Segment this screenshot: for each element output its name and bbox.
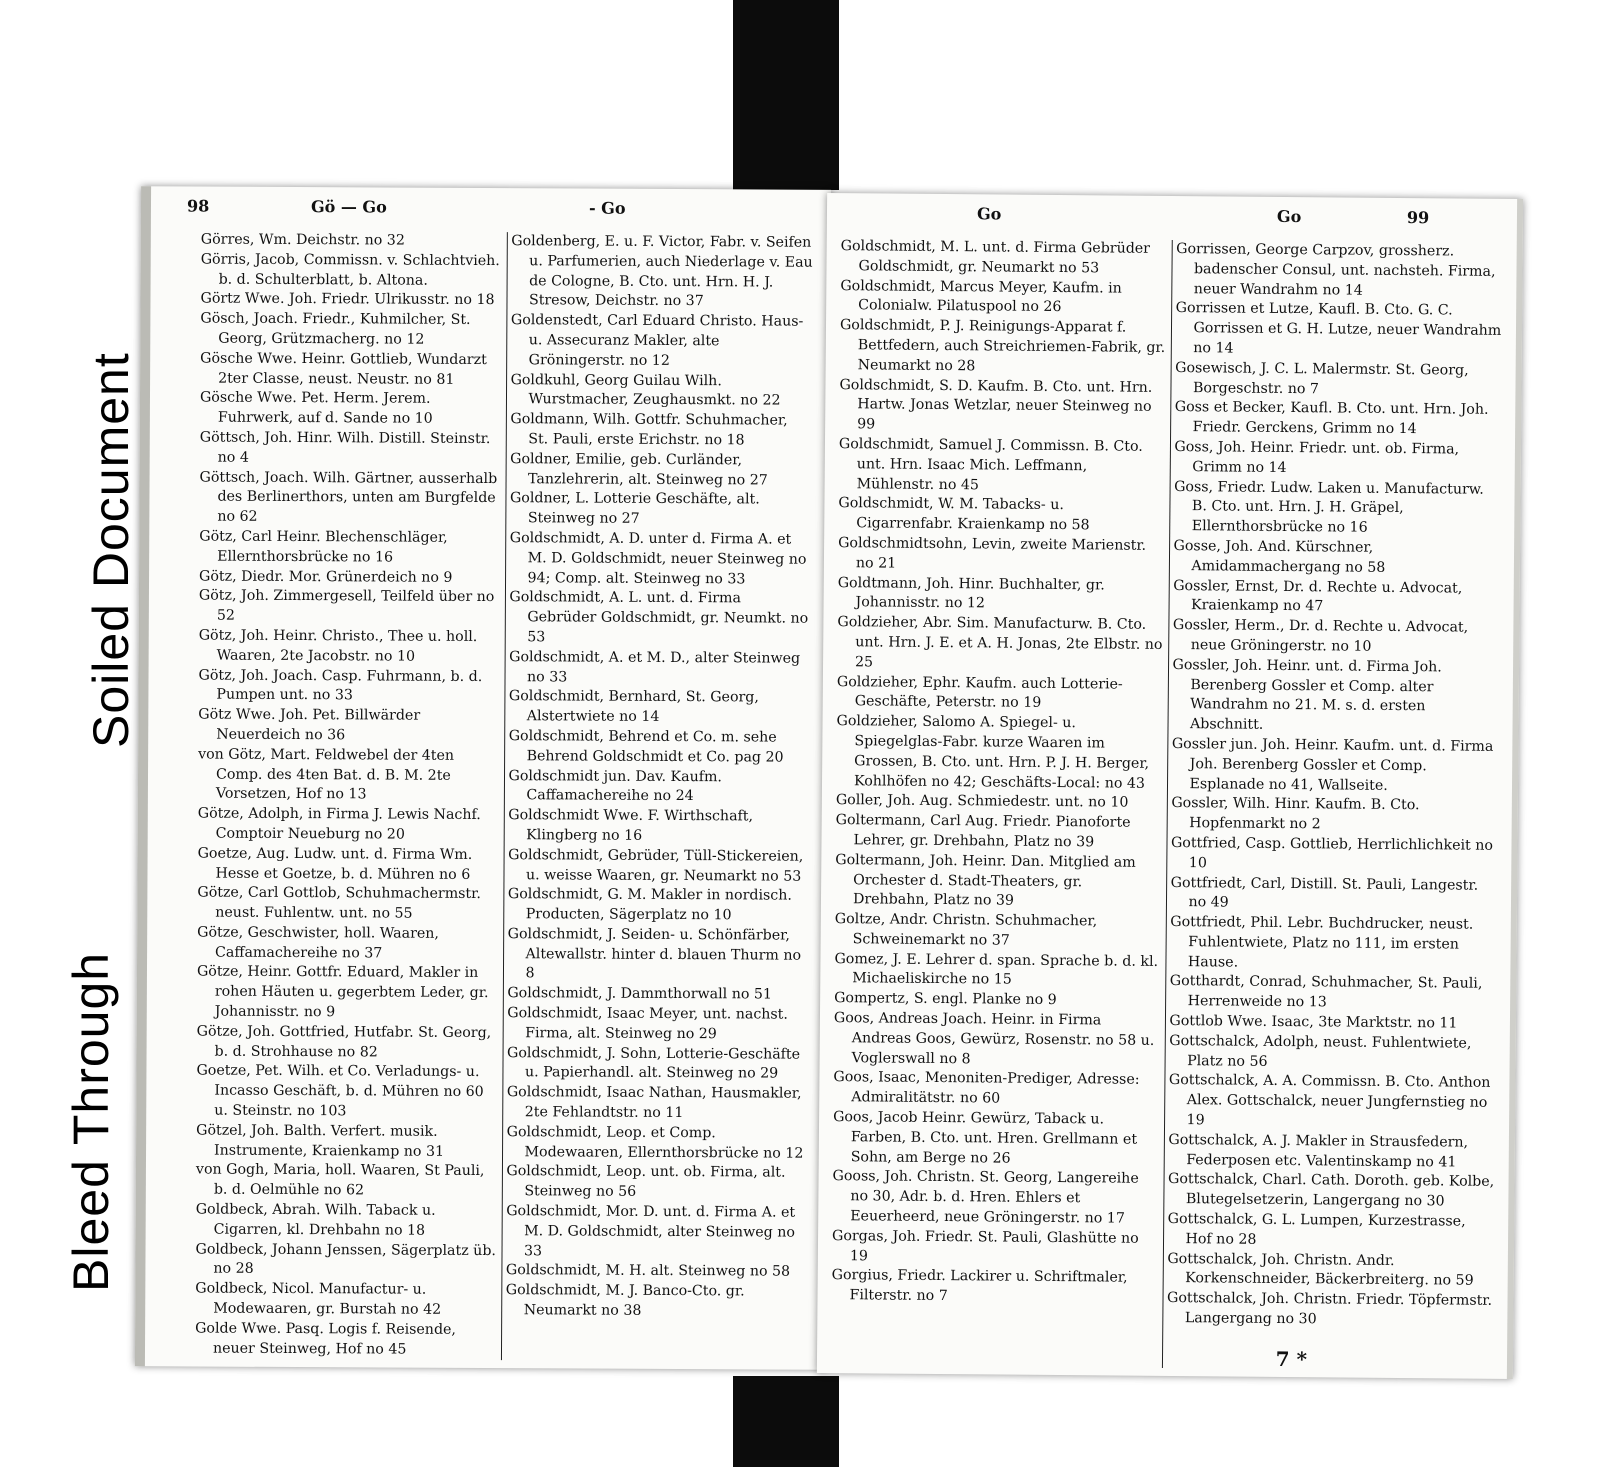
directory-entry: Gosse, Joh. And. Kürschner, Amidammachergang no 58: [1173, 537, 1386, 576]
directory-entry: Goldschmidt, M. H. alt. Steinweg no 58: [505, 1262, 791, 1281]
directory-entry: Goller, Joh. Aug. Schmiedestr. unt. no 10: [835, 792, 1129, 811]
directory-entry: Goldschmidt, Marcus Meyer, Kaufm. in Colonialw. Pilatuspool no 26: [840, 277, 1122, 316]
directory-entry: Goldschmidt, M. L. unt. d. Firma Gebrüder Goldschmidt, gr. Neumarkt no 53: [840, 238, 1151, 277]
directory-entry: Götz, Diedr. Mor. Grünerdeich no 9: [199, 568, 453, 586]
directory-entry: Gottschalck, Joh. Christn. Friedr. Töpfermstr. Langergang no 30: [1166, 1290, 1493, 1328]
right-page-number: 99: [1406, 208, 1430, 228]
right-page-columns: [827, 237, 1507, 1371]
left-page-column-2: [500, 232, 816, 1362]
directory-entry: Gottschalck, A. A. Commissn. B. Cto. Anthon Alex. Gottschalck, neuer Jungfernstieg no 19: [1168, 1072, 1491, 1129]
directory-entry: Gösche Wwe. Heinr. Gottlieb, Wundarzt 2ter Classe, neust. Neustr. no 81: [200, 350, 487, 388]
directory-entry: Goldschmidt, Bernhard, St. Georg, Alstertwiete no 14: [508, 688, 759, 726]
directory-entry: Goldenberg, E. u. F. Victor, Fabr. v. Seifen u. Parfumerien, auch Niederlage v. Eau de Cologne, B. Cto. unt. Hrn. H. J. Stresow, Deichstr. no 37: [511, 233, 813, 310]
directory-entry: Goldschmidt, Leop. unt. ob. Firma, alt. Steinweg no 56: [506, 1163, 786, 1201]
directory-entry: Gottfriedt, Carl, Distill. St. Pauli, Langestr. no 49: [1170, 874, 1479, 911]
directory-entry: Goldschmidt, S. D. Kaufm. B. Cto. unt. Hrn. Hartw. Jonas Wetzlar, neuer Steinweg no 99: [839, 376, 1153, 433]
directory-entry: Goldbeck, Johann Jenssen, Sägerplatz üb. no 28: [195, 1241, 496, 1278]
directory-entry: Gompertz, S. engl. Planke no 9: [834, 990, 1057, 1009]
right-page: [817, 193, 1523, 1379]
directory-entry: Götz, Carl Heinr. Blechenschläger, Ellernthorsbrücke no 16: [199, 528, 448, 566]
directory-entry: Gottschalck, Charl. Cath. Doroth. geb. Kolbe, Blutegelsetzerin, Langergang no 30: [1167, 1171, 1495, 1210]
directory-entry: Göttsch, Joach. Wilh. Gärtner, ausserhalb des Berlinerthors, unten am Burgfelde no 62: [199, 469, 498, 525]
left-page-header: [151, 186, 831, 224]
directory-entry: Götze, Geschwister, holl. Waaren, Caffamachereihe no 37: [197, 924, 439, 962]
right-column-head: Go: [976, 204, 1002, 224]
directory-entry: Goldschmidt, Behrend et Co. m. sehe Behrend Goldschmidt et Co. pag 20: [508, 728, 784, 766]
directory-entry: Goltze, Andr. Christn. Schuhmacher, Schweinemarkt no 37: [834, 911, 1098, 949]
directory-entry: Goldschmidt, J. Seiden- u. Schönfärber, Altewallstr. hinter d. blauen Thurm no 8: [507, 926, 802, 982]
directory-entry: Goldner, L. Lotterie Geschäfte, alt. Steinweg no 27: [509, 490, 760, 527]
directory-entry: Goldner, Emilie, geb. Curländer, Tanzlehrerin, alt. Steinweg no 27: [510, 450, 768, 489]
directory-entry: Gottschalck, G. L. Lumpen, Kurzestrasse, Hof no 28: [1167, 1211, 1466, 1248]
directory-entry: Gotthardt, Conrad, Schuhmacher, St. Pauli, Herrenweide no 13: [1169, 973, 1483, 1011]
left-column-head: - Go: [588, 198, 626, 218]
directory-entry: Gossler, Wilh. Hinr. Kaufm. B. Cto. Hopfenmarkt no 2: [1171, 795, 1420, 833]
directory-entry: Goos, Isaac, Menoniten-Prediger, Adresse: Admiralitätstr. no 60: [833, 1069, 1140, 1107]
left-page-number: 98: [186, 196, 210, 216]
directory-entry: Gossler, Herm., Dr. d. Rechte u. Advocat, neue Gröningerstr. no 10: [1172, 617, 1469, 655]
left-running-head: Gö — Go: [310, 197, 387, 217]
directory-entry: Goos, Jacob Heinr. Gewürz, Taback u. Farben, B. Cto. unt. Hren. Grellmann et Sohn, am Berge no 26: [833, 1109, 1138, 1167]
directory-entry: Götze, Carl Gottlob, Schuhmachermstr. neust. Fuhlentw. unt. no 55: [197, 884, 481, 922]
directory-entry: Gossler, Ernst, Dr. d. Rechte u. Advocat, Kraienkamp no 47: [1173, 577, 1463, 615]
directory-entry: Gottfried, Casp. Gottlieb, Herrlichlichkeit no 10: [1170, 834, 1494, 872]
directory-entry: von Gogh, Maria, holl. Waaren, St Pauli, b. d. Oelmühle no 62: [195, 1161, 485, 1199]
directory-entry: Götze, Adolph, in Firma J. Lewis Nachf. Comptoir Neueburg no 20: [197, 805, 481, 843]
directory-entry: Gösch, Joach. Friedr., Kuhmilcher, St. Georg, Grützmacherg. no 12: [200, 310, 471, 348]
directory-entry: Goldschmidt, A. D. unter d. Firma A. et M. D. Goldschmidt, neuer Steinweg no 94; Comp. alt. Steinweg no 33: [509, 530, 807, 587]
directory-entry: Goldbeck, Abrah. Wilh. Taback u. Cigarren, kl. Drehbahn no 18: [195, 1201, 436, 1239]
directory-entry: Goldschmidt, Samuel J. Commissn. B. Cto. unt. Hrn. Isaac Mich. Leffmann, Mühlenstr. no 45: [838, 436, 1143, 493]
signature-mark: 7 *: [1275, 1346, 1308, 1372]
directory-entry: Goldschmidt, M. J. Banco-Cto. gr. Neumarkt no 38: [505, 1282, 745, 1319]
left-page-column-1: [191, 230, 506, 1360]
directory-entry: Gooss, Joh. Christn. St. Georg, Langereihe no 30, Adr. b. d. Hren. Ehlers et Eeuerheerd, neue Gröningerstr. no 17: [832, 1168, 1139, 1227]
directory-entry: Goss, Joh. Heinr. Friedr. unt. ob. Firma, Grimm no 14: [1174, 438, 1460, 476]
directory-entry: Götz, Joh. Joach. Casp. Fuhrmann, b. d. Pumpen unt. no 33: [198, 667, 483, 704]
directory-entry: Goldzieher, Abr. Sim. Manufacturw. B. Cto. unt. Hrn. J. E. et A. H. Jonas, 2te Elbstr. no 25: [837, 614, 1163, 671]
directory-entry: Goldzieher, Salomo A. Spiegel- u. Spiegelglas-Fabr. kurze Waaren im Grossen, B. Cto. unt. Hrn. P. J. H. Berger, Kohlhöfen no 42; Geschäfts-Local: no 43: [836, 713, 1150, 792]
directory-entry: Goldmann, Wilh. Gottfr. Schuhmacher, St. Pauli, erste Erichstr. no 18: [510, 411, 788, 449]
directory-entry: Görtz Wwe. Joh. Friedr. Ulrikusstr. no 18: [200, 290, 495, 309]
directory-entry: Goltermann, Joh. Heinr. Dan. Mitglied am Orchester d. Stadt-Theaters, gr. Drehbahn, Platz no 39: [835, 851, 1136, 909]
directory-entry: Gosewisch, J. C. L. Malermstr. St. Georg, Borgeschstr. no 7: [1175, 359, 1469, 397]
binding-shadow-bottom: [733, 1376, 839, 1467]
directory-entry: Goldschmidt, A. L. unt. d. Firma Gebrüder Goldschmidt, gr. Neumkt. no 53: [509, 589, 809, 646]
directory-entry: Gorrissen, George Carpzov, grossherz. badenscher Consul, unt. nachsteh. Firma, neuer Wandrahm no 14: [1176, 241, 1496, 299]
binding-shadow-top: [733, 0, 839, 190]
directory-entry: Görres, Wm. Deichstr. no 32: [200, 231, 405, 249]
directory-entry: Gorgius, Friedr. Lackirer u. Schriftmaler, Filterstr. no 7: [831, 1267, 1128, 1305]
directory-entry: Gorrissen et Lutze, Kaufl. B. Cto. G. C. Gorrissen et G. H. Lutze, neuer Wandrahm no 14: [1175, 300, 1502, 357]
directory-entry: Gottfriedt, Phil. Lebr. Buchdrucker, neust. Fuhlentwiete, Platz no 111, im ersten Hause.: [1170, 914, 1474, 971]
directory-entry: Gottlob Wwe. Isaac, 3te Marktstr. no 11: [1169, 1013, 1458, 1032]
directory-entry: Goldbeck, Nicol. Manufactur- u. Modewaaren, gr. Burstah no 42: [195, 1280, 442, 1318]
directory-entry: Goldschmidt, J. Sohn, Lotterie-Geschäfte u. Papierhandl. alt. Steinweg no 29: [507, 1044, 801, 1083]
directory-entry: Götze, Joh. Gottfried, Hutfabr. St. Georg, b. d. Strohhause no 82: [196, 1023, 492, 1061]
directory-entry: Goldkuhl, Georg Guilau Wilh. Wurstmacher, Zeughausmkt. no 22: [510, 371, 781, 409]
directory-entry: Goldschmidt, J. Dammthorwall no 51: [507, 985, 773, 1003]
directory-entry: Golde Wwe. Pasq. Logis f. Reisende, neuer Steinweg, Hof no 45: [195, 1320, 457, 1358]
directory-entry: Goldschmidt, Isaac Nathan, Hausmakler, 2te Fehlandtstr. no 11: [506, 1084, 802, 1122]
directory-entry: Götzel, Joh. Balth. Verfert. musik. Instrumente, Kraienkamp no 31: [196, 1122, 445, 1160]
directory-entry: Goldschmidt, P. J. Reinigungs-Apparat f. Bettfedern, auch Streichriemen-Fabrik, gr. Neumarkt no 28: [839, 317, 1166, 375]
right-page-column-1: [827, 237, 1171, 1368]
directory-entry: Goldschmidt, A. et M. D., alter Steinweg no 33: [509, 648, 801, 685]
soiled-document-label: Soiled Document: [83, 352, 139, 748]
directory-entry: Götz, Joh. Heinr. Christo., Thee u. holl. Waaren, 2te Jacobstr. no 10: [198, 627, 478, 665]
directory-entry: Götz Wwe. Joh. Pet. Billwärder Neuerdeich no 36: [198, 706, 421, 744]
directory-entry: Goetze, Pet. Wilh. et Co. Verladungs- u. Incasso Geschäft, b. d. Mühren no 60 u. Steinstr. no 103: [196, 1062, 484, 1120]
right-page-header: [827, 193, 1517, 233]
directory-entry: Götz, Joh. Zimmergesell, Teilfeld über no 52: [198, 587, 495, 624]
directory-entry: Goldschmidt, G. M. Makler in nordisch. Producten, Sägerplatz no 10: [507, 886, 792, 924]
directory-entry: Goetze, Aug. Ludw. unt. d. Firma Wm. Hesse et Goetze, b. d. Mühren no 6: [197, 845, 473, 883]
directory-entry: Gossler jun. Joh. Heinr. Kaufm. unt. d. Firma Joh. Berenberg Gossler et Comp. Esplanade no 41, Wallseite.: [1171, 735, 1494, 794]
left-page: [135, 186, 831, 1370]
directory-entry: Goldschmidt, Isaac Meyer, unt. nachst. Firma, alt. Steinweg no 29: [507, 1005, 788, 1043]
left-page-columns: [191, 230, 817, 1361]
directory-entry: Goldzieher, Ephr. Kaufm. auch Lotterie-Geschäfte, Peterstr. no 19: [836, 673, 1123, 712]
directory-entry: Goldenstedt, Carl Eduard Christo. Haus- u. Assecuranz Makler, alte Gröningerstr. no 12: [510, 312, 804, 369]
directory-entry: Göttsch, Joh. Hinr. Wilh. Distill. Steinstr. no 4: [199, 429, 491, 466]
directory-entry: Gösche Wwe. Pet. Herm. Jerem. Fuhrwerk, auf d. Sande no 10: [199, 389, 433, 427]
directory-entry: Goos, Andreas Joach. Heinr. in Firma Andreas Goos, Gewürz, Rosenstr. no 58 u. Voglerswall no 8: [833, 1010, 1155, 1067]
directory-entry: Goss et Becker, Kaufl. B. Cto. unt. Hrn. Joh. Friedr. Gerckens, Grimm no 14: [1174, 399, 1489, 438]
directory-entry: Görris, Jacob, Commissn. v. Schlachtvieh. b. d. Schulterblatt, b. Altona.: [200, 251, 500, 289]
directory-entry: Gottschalck, A. J. Makler in Strausfedern, Federposen etc. Valentinskamp no 41: [1168, 1131, 1469, 1171]
directory-entry: Goldschmidt, Gebrüder, Tüll-Stickereien, u. weisse Waaren, gr. Neumarkt no 53: [508, 846, 804, 885]
directory-entry: Gottschalck, Joh. Christn. Andr. Korkenschneider, Bäckerbreiterg. no 59: [1167, 1250, 1474, 1290]
directory-entry: Gorgas, Joh. Friedr. St. Pauli, Glashütte no 19: [831, 1227, 1139, 1265]
directory-entry: Goldschmidt Wwe. F. Wirthschaft, Klingberg no 16: [508, 807, 754, 844]
directory-entry: Goldschmidt, Mor. D. unt. d. Firma A. et M. D. Goldschmidt, alter Steinweg no 33: [506, 1203, 796, 1259]
bleed-through-label: Bleed Through: [63, 951, 119, 1292]
directory-entry: Goss, Friedr. Ludw. Laken u. Manufacturw. B. Cto. unt. Hrn. J. H. Gräpel, Ellernthorsbrücke no 16: [1174, 478, 1484, 536]
directory-entry: von Götz, Mart. Feldwebel der 4ten Comp. des 4ten Bat. d. B. M. 2te Vorsetzen, Hof no 13: [198, 746, 455, 803]
directory-entry: Götze, Heinr. Gottfr. Eduard, Makler in rohen Häuten u. gegerbtem Leder, gr. Johannisstr. no 9: [196, 963, 489, 1021]
right-running-head: Go: [1276, 206, 1302, 227]
directory-entry: Gossler, Joh. Heinr. unt. d. Firma Joh. Berenberg Gossler et Comp. alter Wandrahm no 21. M. s. d. ersten Abschnitt.: [1172, 656, 1442, 733]
directory-entry: Goldschmidt, W. M. Tabacks- u. Cigarrenfabr. Kraienkamp no 58: [838, 495, 1090, 534]
directory-entry: Gomez, J. E. Lehrer d. span. Sprache b. d. kl. Michaeliskirche no 15: [834, 950, 1159, 989]
directory-entry: Goldschmidt, Leop. et Comp. Modewaaren, Ellernthorsbrücke no 12: [506, 1123, 804, 1162]
directory-entry: Goldschmidt jun. Dav. Kaufm. Caffamachereihe no 24: [508, 767, 722, 805]
directory-entry: Goldschmidtsohn, Levin, zweite Marienstr. no 21: [838, 535, 1147, 572]
directory-entry: Goldtmann, Joh. Hinr. Buchhalter, gr. Johannisstr. no 12: [837, 574, 1105, 612]
right-page-column-2: [1161, 240, 1506, 1371]
directory-entry: Goltermann, Carl Aug. Friedr. Pianoforte Lehrer, gr. Drehbahn, Platz no 39: [835, 812, 1131, 851]
directory-entry: Gottschalck, Adolph, neust. Fuhlentwiete, Platz no 56: [1169, 1032, 1472, 1070]
